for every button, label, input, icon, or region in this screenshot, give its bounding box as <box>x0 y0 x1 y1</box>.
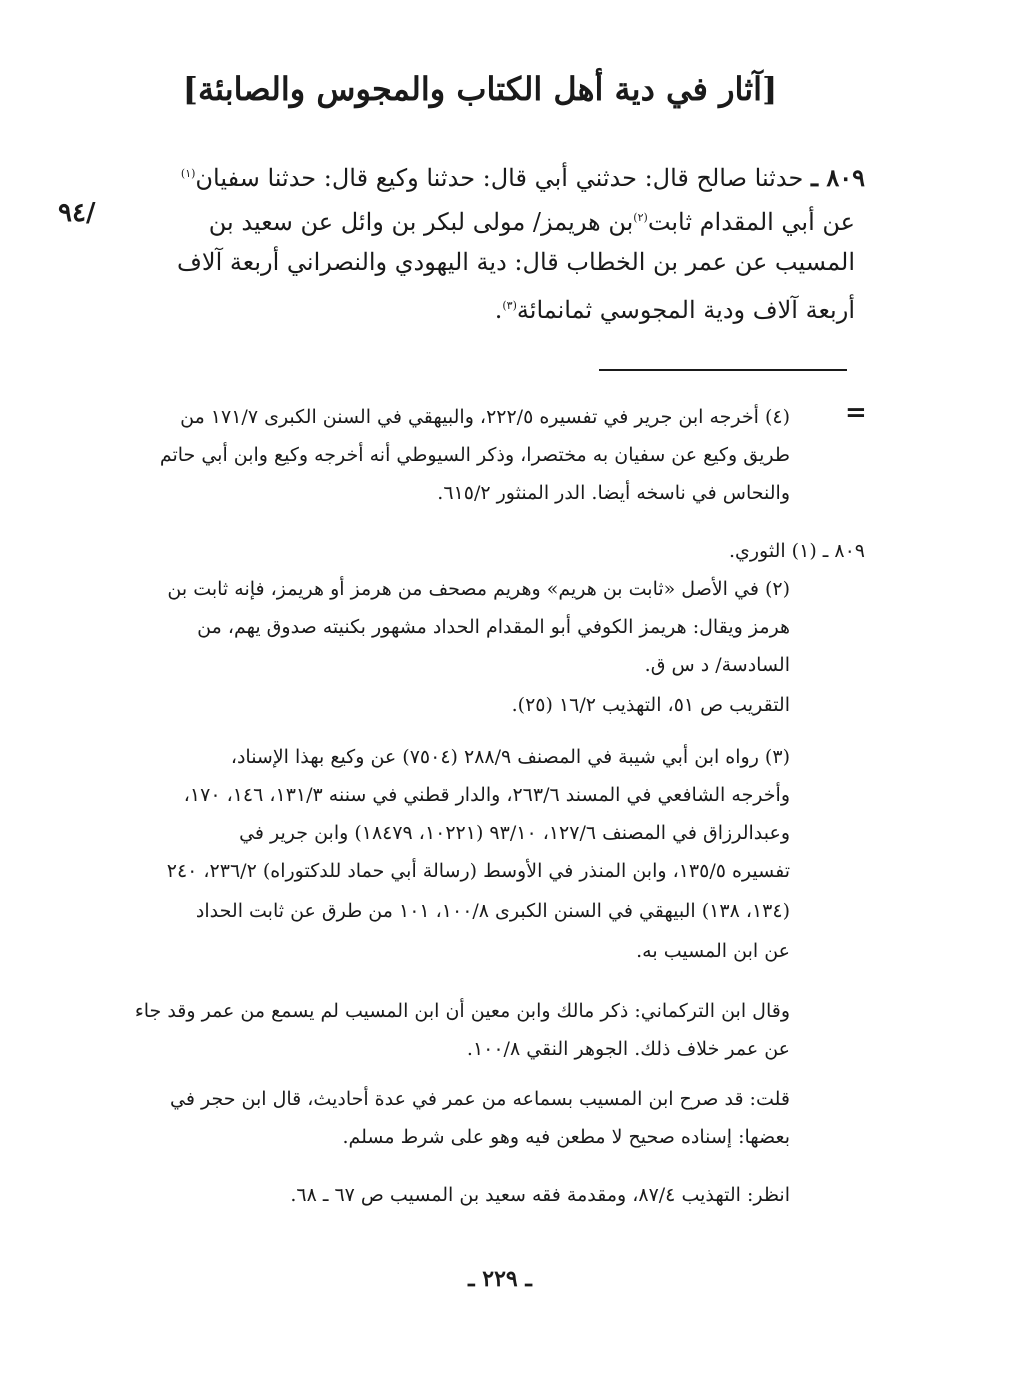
hadith-number: ٨٠٩ ـ <box>810 163 865 192</box>
footnote-3-line-2: وأخرجه الشافعي في المسند ٢٦٣/٦، والدار قطني في سننه ١٣١/٣، ١٤٦، ١٧٠، <box>183 784 790 806</box>
footnote-prev-line-1: (٤) أخرجه ابن جرير في تفسيره ٢٢٢/٥، والبيهقي في السنن الكبرى ١٧١/٧ من <box>180 406 790 428</box>
footnote-3-line-4: تفسيره ١٣٥/٥، وابن المنذر في الأوسط (رسالة أبي حماد للدكتوراه) ٢٣٦/٢، ٢٤٠ <box>166 860 790 882</box>
footnote-ref-2: (٢) <box>633 211 648 224</box>
main-text-line-1 <box>145 152 865 200</box>
footnote-ref-3: (٣) <box>502 299 517 312</box>
footnote-3-line-5: (١٣٤، ١٣٨) البيهقي في السنن الكبرى ١٠٠/٨، ١٠١ من طرق عن ثابت الحداد <box>195 900 790 922</box>
turkmani-line-2: عن عمر خلاف ذلك. الجوهر النقي ١٠٠/٨. <box>466 1038 790 1060</box>
main-text-line2-part-b: بن هريمز/ مولى لبكر بن وائل عن سعيد بن <box>208 208 634 236</box>
qultu-line-2: بعضها: إسناده صحيح لا مطعن فيه وهو على شرط مسلم. <box>342 1126 790 1148</box>
footnote-2-line-2: هرمز ويقال: هريمز الكوفي أبو المقدام الحداد مشهور بكنيته صدوق يهم، من <box>197 616 790 638</box>
main-text-line-3: المسيب عن عمر بن الخطاب قال: دية اليهودي والنصراني أربعة آلاف <box>177 248 855 276</box>
see-also-reference: انظر: التهذيب ٨٧/٤، ومقدمة فقه سعيد بن المسيب ص ٦٧ ـ ٦٨. <box>290 1184 790 1206</box>
main-text-line4-part-a: أربعة آلاف ودية المجوسي ثمانمائة <box>516 296 855 324</box>
page-number: ـ ٢٢٩ ـ <box>468 1266 532 1292</box>
footnote-2-line-3: السادسة/ د س ق. <box>644 654 790 676</box>
main-text-line-4 <box>135 284 855 332</box>
qultu-line-1: قلت: قد صرح ابن المسيب بسماعه من عمر في عدة أحاديث، قال ابن حجر في <box>170 1088 790 1110</box>
footnote-prev-line-3: والنحاس في ناسخه أيضا. الدر المنثور ٦١٥/٢. <box>437 482 790 504</box>
main-text-line2-part-a: عن أبي المقدام ثابت <box>647 208 855 236</box>
footnote-1: ٨٠٩ ـ (١) الثوري. <box>728 540 865 562</box>
footnote-3-line-3: وعبدالرزاق في المصنف ١٢٧/٦، ٩٣/١٠ (١٠٢٢١، ١٨٤٧٩) وابن جرير في <box>239 822 790 844</box>
section-title: [آثار في دية أهل الكتاب والمجوس والصابئة] <box>182 70 778 108</box>
footnote-prev-line-2: طريق وكيع عن سفيان به مختصرا، وذكر السيوطي أنه أخرجه وكيع وابن أبي حاتم <box>159 444 790 466</box>
main-text-line1-body: حدثنا صالح قال: حدثني أبي قال: حدثنا وكيع قال: حدثنا سفيان <box>195 164 804 192</box>
footnote-ref-1: (١) <box>180 167 196 180</box>
main-text-line-2 <box>135 196 855 244</box>
continuation-mark: = <box>845 398 867 428</box>
margin-page-reference: ٩٤/ <box>58 198 96 228</box>
footnote-2-line-4: التقريب ص ٥١، التهذيب ١٦/٢ (٢٥). <box>511 694 790 716</box>
turkmani-line-1: وقال ابن التركماني: ذكر مالك وابن معين أن ابن المسيب لم يسمع من عمر وقد جاء <box>134 1000 790 1022</box>
footnote-2-line-1: (٢) في الأصل «ثابت بن هريم» وهريم مصحف من هرمز أو هريمز، فإنه ثابت بن <box>167 578 790 600</box>
footnote-3-line-6: عن ابن المسيب به. <box>636 940 790 962</box>
footnote-separator <box>599 369 847 371</box>
footnote-3-line-1: (٣) رواه ابن أبي شيبة في المصنف ٢٨٨/٩ (٧٥٠٤) عن وكيع بهذا الإسناد، <box>230 746 790 768</box>
main-text-line4-part-b: . <box>494 296 503 324</box>
